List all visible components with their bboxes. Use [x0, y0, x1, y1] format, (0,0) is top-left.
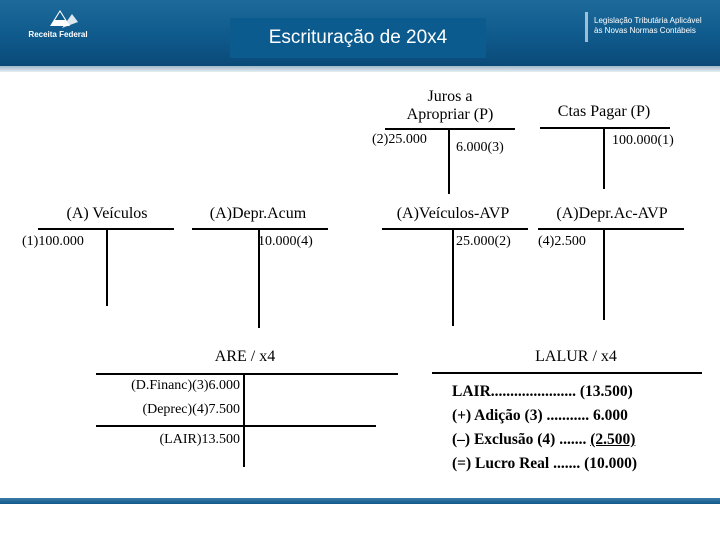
- t-account-stem-ctas-pagar: [603, 127, 605, 189]
- ctas-pagar-credit: 100.000(1): [612, 133, 674, 148]
- lalur-adicao-value: 6.000: [593, 407, 628, 424]
- lalur-line-adicao: [452, 404, 637, 428]
- t-account-title-depr-ac-avp: (A)Depr.Ac-AVP: [556, 205, 668, 222]
- lalur-adicao-label: (+) Adição (3) ...........: [452, 407, 593, 424]
- t-account-line-juros: [385, 128, 515, 130]
- side-divider: [585, 12, 588, 42]
- t-account-title-are: ARE / x4: [214, 348, 276, 365]
- are-total-line: [96, 425, 376, 427]
- t-account-stem-veiculos: [106, 228, 108, 306]
- t-account-title-veiculos-avp: (A)Veículos-AVP: [396, 205, 510, 222]
- are-debit-financ: (D.Financ)(3)6.000: [131, 378, 240, 393]
- logo-text: Receita Federal: [28, 30, 88, 39]
- juros-title-line2: Apropriar (P): [406, 106, 494, 123]
- juros-credit: 6.000(3): [456, 140, 504, 155]
- are-debit-deprec: (Deprec)(4)7.500: [142, 402, 240, 417]
- t-account-line-veiculos-avp: [382, 228, 528, 230]
- lalur-exclusao-value: (2.500): [590, 431, 636, 448]
- title-box: [230, 18, 486, 58]
- t-account-stem-are: [243, 373, 245, 467]
- t-account-line-ctas-pagar: [540, 127, 670, 129]
- t-account-stem-veiculos-avp: [452, 228, 454, 326]
- juros-debit: (2)25.000: [372, 132, 427, 147]
- t-account-stem-juros: [448, 128, 450, 194]
- lalur-line: [432, 372, 702, 374]
- header-bar: [0, 0, 720, 66]
- veiculos-debit: (1)100.000: [22, 234, 84, 249]
- side-text-line1: Legislação Tributária Aplicável: [594, 16, 702, 25]
- t-account-stem-depr-ac-avp: [603, 228, 605, 320]
- depr-ac-avp-debit: (4)2.500: [538, 234, 586, 249]
- t-account-title-depr-acum: (A)Depr.Acum: [209, 205, 307, 222]
- lalur-exclusao-label: (–) Exclusão (4) .......: [452, 431, 591, 448]
- footer-bar: [0, 498, 720, 504]
- t-account-line-are: [96, 373, 398, 375]
- t-account-line-depr-acum: [192, 228, 328, 230]
- page-title: Escrituração de 20x4: [268, 27, 448, 48]
- depr-acum-credit: 10.000(4): [258, 234, 313, 249]
- t-account-title-juros: [388, 88, 512, 124]
- lalur-title: LALUR / x4: [535, 348, 617, 365]
- juros-title-line1: Juros a: [427, 88, 473, 105]
- t-account-line-depr-ac-avp: [538, 228, 684, 230]
- veiculos-avp-credit: 25.000(2): [456, 234, 511, 249]
- are-debit-lair: (LAIR)13.500: [159, 432, 240, 447]
- t-account-title-veiculos: (A) Veículos: [66, 205, 148, 222]
- side-text-line2: às Novas Normas Contábeis: [594, 26, 696, 35]
- t-account-title-ctas-pagar: Ctas Pagar (P): [557, 103, 651, 120]
- header-side-text: [594, 16, 718, 36]
- lalur-line-exclusao: [452, 428, 637, 452]
- header-shadow: [0, 66, 720, 72]
- lalur-body: [452, 380, 637, 476]
- lalur-line-lair: LAIR...................... (13.500): [452, 383, 633, 400]
- lalur-line-lucro-real: (=) Lucro Real ....... (10.000): [452, 455, 638, 472]
